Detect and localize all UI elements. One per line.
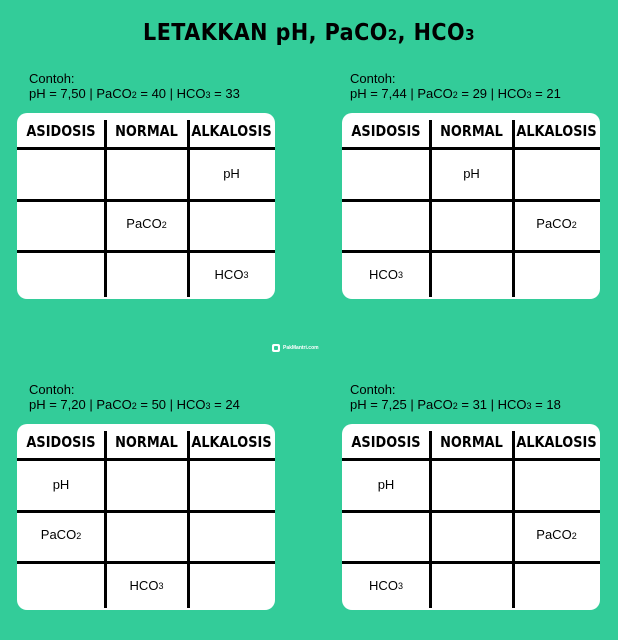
example-label: Contoh: (350, 382, 396, 397)
cell-r1-asidosis (17, 148, 105, 198)
cell-r3-normal (105, 249, 188, 299)
example-1-table (17, 113, 275, 299)
table-divider (187, 431, 190, 608)
example-1-text (29, 71, 309, 103)
table-divider (104, 431, 107, 608)
table-divider (512, 431, 515, 608)
cell-r3-asidosis (17, 249, 105, 299)
title-main: LETAKKAN pH, PaCO (143, 20, 388, 46)
example-4-text (350, 382, 618, 414)
cell-r3-alkalosis: HCO 3 (214, 266, 249, 282)
header-normal: NORMAL (115, 121, 178, 140)
cell-r1-normal (105, 459, 188, 509)
table-divider (342, 250, 600, 253)
header-asidosis: ASIDOSIS (351, 121, 421, 140)
table-divider (342, 199, 600, 202)
cell-r1-asidosis (342, 148, 430, 198)
table-divider (342, 147, 600, 150)
title-subscript-3: 3 (465, 26, 475, 44)
table-divider (17, 250, 275, 253)
cell-r1-alkalosis: pH (223, 165, 240, 181)
cell-r1-asidosis: pH (377, 476, 395, 492)
table-divider (429, 120, 432, 297)
cell-r2-asidosis: PaCO 2 (40, 527, 82, 542)
example-label: Contoh: (29, 71, 75, 86)
logo-icon (272, 344, 280, 352)
table-divider (17, 147, 275, 150)
cell-r2-asidosis (17, 198, 105, 249)
header-asidosis: ASIDOSIS (26, 121, 96, 140)
logo-text: PakMantri.com (283, 345, 319, 351)
header-asidosis: ASIDOSIS (351, 432, 421, 451)
header-asidosis: ASIDOSIS (26, 432, 96, 451)
table-divider (187, 120, 190, 297)
example-2-table (342, 113, 600, 299)
table-divider (342, 561, 600, 564)
cell-r2-asidosis (342, 509, 430, 560)
header-alkalosis: ALKALOSIS (516, 121, 597, 140)
cell-r3-asidosis (17, 560, 105, 610)
cell-r2-normal (105, 509, 188, 560)
header-alkalosis: ALKALOSIS (191, 121, 272, 140)
cell-r3-alkalosis (513, 560, 600, 610)
cell-r2-alkalosis (188, 198, 275, 249)
table-divider (17, 510, 275, 513)
cell-r2-normal (430, 509, 513, 560)
example-label: Contoh: (29, 382, 75, 397)
cell-r2-alkalosis: PaCO 2 (536, 527, 577, 542)
table-divider (104, 120, 107, 297)
cell-r1-alkalosis (513, 148, 600, 198)
cell-r3-normal (430, 249, 513, 299)
cell-r2-alkalosis: PaCO 2 (536, 216, 577, 231)
table-divider (342, 510, 600, 513)
table-divider (17, 458, 275, 461)
table-divider (17, 561, 275, 564)
page-title (31, 20, 587, 46)
example-label: Contoh: (350, 71, 396, 86)
cell-r1-alkalosis (513, 459, 600, 509)
cell-r2-normal: PaCO 2 (126, 216, 167, 231)
example-values: pH = 7,50 | PaCO2 = 40 | HCO3 = 33 (29, 86, 240, 101)
cell-r1-asidosis: pH (52, 476, 70, 492)
cell-r3-asidosis: HCO 3 (369, 266, 403, 282)
cell-r3-asidosis: HCO 3 (369, 577, 403, 593)
header-alkalosis: ALKALOSIS (516, 432, 597, 451)
example-values: pH = 7,25 | PaCO2 = 31 | HCO3 = 18 (350, 397, 561, 412)
example-4-table (342, 424, 600, 610)
cell-r2-asidosis (342, 198, 430, 249)
header-alkalosis: ALKALOSIS (191, 432, 272, 451)
cell-r2-alkalosis (188, 509, 275, 560)
title-subscript-2: 2 (387, 26, 398, 44)
cell-r2-normal (430, 198, 513, 249)
example-3-table (17, 424, 275, 610)
table-divider (342, 458, 600, 461)
table-divider (512, 120, 515, 297)
example-2-text (350, 71, 618, 103)
cell-r1-alkalosis (188, 459, 275, 509)
cell-r3-alkalosis (513, 249, 600, 299)
header-normal: NORMAL (440, 121, 503, 140)
cell-r3-alkalosis (188, 560, 275, 610)
table-divider (429, 431, 432, 608)
cell-r3-normal (430, 560, 513, 610)
example-values: pH = 7,20 | PaCO2 = 50 | HCO3 = 24 (29, 397, 240, 412)
cell-r1-normal: pH (463, 165, 480, 181)
header-normal: NORMAL (115, 432, 178, 451)
cell-r1-normal (430, 459, 513, 509)
cell-r3-normal: HCO 3 (129, 577, 164, 593)
title-mid: , HCO (397, 20, 466, 46)
watermark-logo (272, 344, 319, 352)
table-divider (17, 199, 275, 202)
cell-r1-normal (105, 148, 188, 198)
example-values: pH = 7,44 | PaCO2 = 29 | HCO3 = 21 (350, 86, 561, 101)
header-normal: NORMAL (440, 432, 503, 451)
example-3-text (29, 382, 309, 414)
